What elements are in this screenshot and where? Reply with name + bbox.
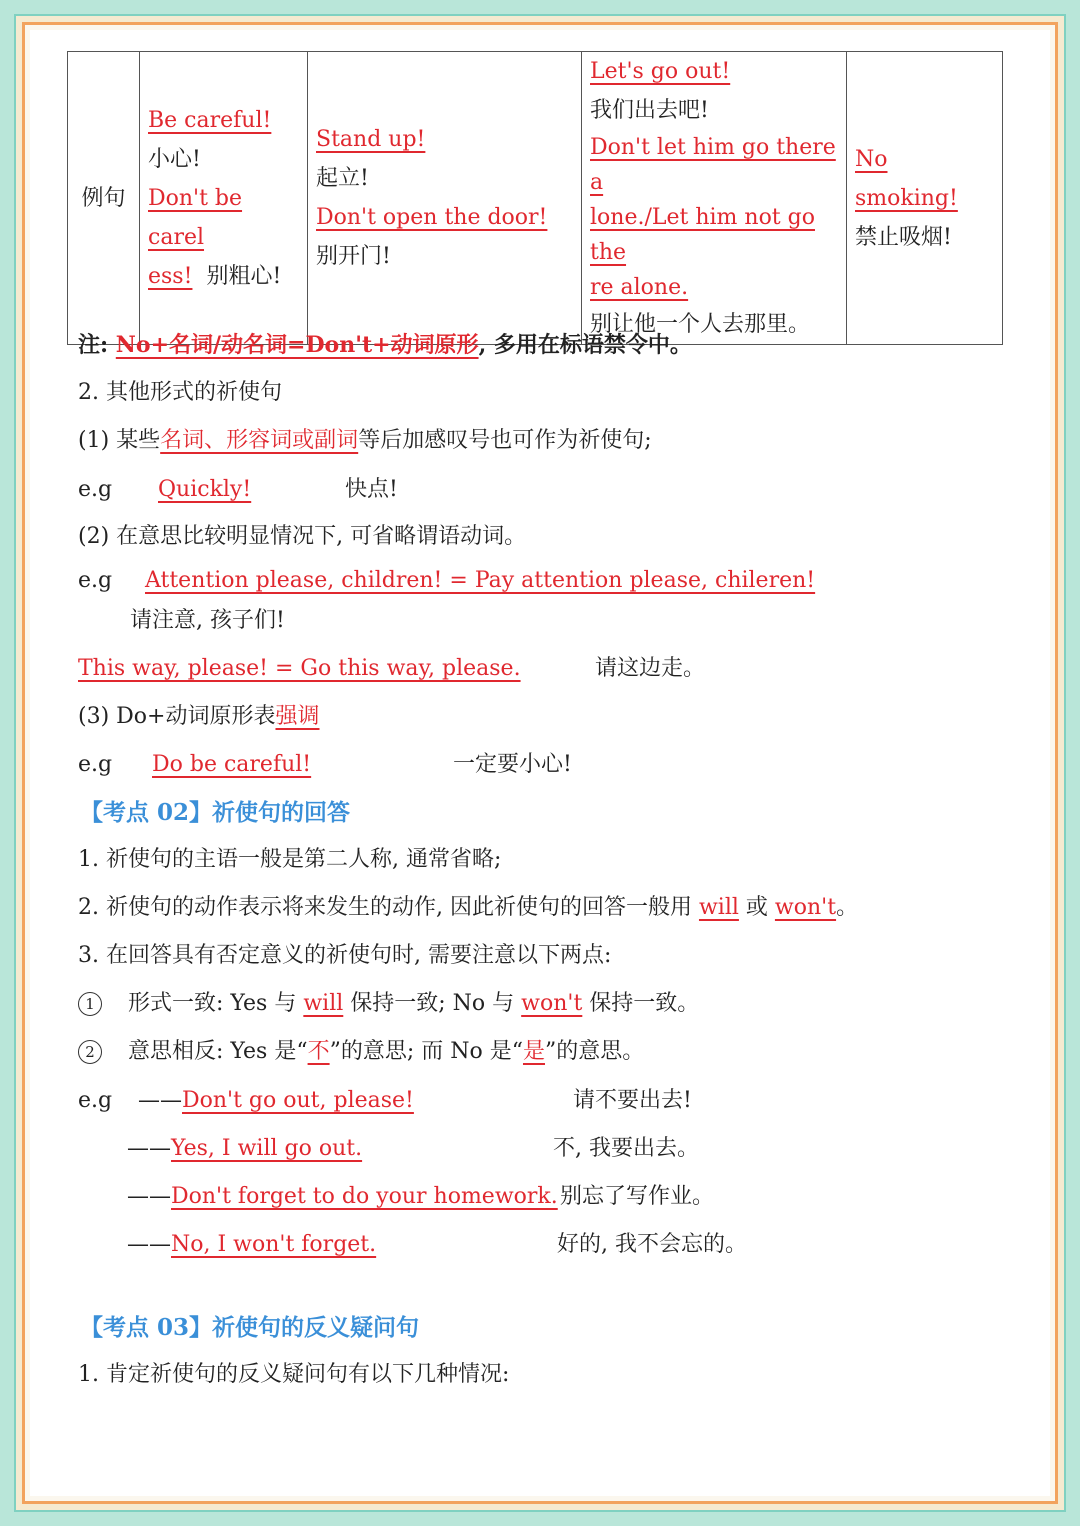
dash: —— [127,1136,171,1161]
note-line [78,330,692,360]
note-prefix: 注: [78,332,109,358]
highlight: 不 [307,1039,330,1064]
example-zh: 别忘了写作业。 [560,1184,715,1209]
example-zh: 好的, 我不会忘的。 [557,1232,747,1257]
dialogue-line [127,1134,362,1164]
paragraph: 1. 肯定祈使句的反义疑问句有以下几种情况: [78,1362,510,1387]
example-en: Let's go out! [590,59,731,84]
example-en: No smoking! [855,146,958,211]
circled-number: 1 [78,992,102,1016]
section-heading: 【考点 03】祈使句的反义疑问句 [80,1314,420,1341]
example-zh: 起立! [316,166,369,191]
table-cell [308,52,582,345]
paragraph [78,426,652,456]
example-en: Don't be carel [148,185,243,250]
paragraph: (2) 在意思比较明显情况下, 可省略谓语动词。 [78,524,527,549]
eg-label: e.g [78,1088,113,1113]
example-en: Don't let him go there a [590,135,836,195]
paragraph: 3. 在回答具有否定意义的祈使句时, 需要注意以下两点: [78,943,612,968]
highlight: 是 [522,1039,545,1064]
example-zh: 小心! [148,146,201,172]
example-en: Stand up! [316,127,426,152]
table-cell [847,52,1003,345]
circled-number: 2 [78,1040,102,1064]
example-zh: 请不要出去! [573,1088,692,1113]
dash: —— [138,1088,182,1113]
example-en: ess! [148,263,193,289]
text: 保持一致。 [582,991,700,1016]
example-zh: 快点! [345,477,398,502]
example-en: Do be careful! [152,752,312,777]
dialogue-line [127,1182,558,1212]
text: 。 [836,895,859,920]
text: 保持一致; No 与 [343,991,522,1016]
highlight: 名词、形容词或副词 [160,428,359,453]
example-en: Don't open the door! [316,205,548,230]
text: ”的意思。 [545,1039,645,1064]
text: (1) 某些 [78,428,161,453]
highlight: won't [774,895,837,920]
text: 2. 祈使句的动作表示将来发生的动作, 因此祈使句的回答一般用 [78,895,699,920]
paragraph [78,702,320,732]
example-en: re alone. [590,275,689,300]
example-zh: 不, 我要出去。 [553,1136,699,1161]
text: (3) Do+动词原形表 [78,704,276,729]
example-zh: 一定要小心! [453,752,572,777]
example-zh: 别让他一个人去那里。 [590,312,811,337]
example-zh: 别粗心! [206,263,282,289]
example-en: Be careful! [148,107,272,133]
example-zh: 禁止吸烟! [855,224,952,250]
example-en: No, I won't forget. [171,1232,377,1257]
point-line [78,989,699,1019]
table-label: 例句 [81,185,126,211]
example-zh: 请这边走。 [595,656,706,681]
document-page [30,30,1050,1496]
example-en: Attention please, children! = Pay attention please, chileren! [145,568,816,593]
dialogue-line [138,1086,414,1116]
section-heading: 【考点 02】祈使句的回答 [80,799,351,826]
text: 或 [738,895,775,920]
eg-label: e.g [78,477,113,502]
table-label-cell [68,52,140,345]
example-zh: 别开门! [316,244,391,269]
table-cell [582,52,847,345]
note-suffix: , 多用在标语禁令中。 [478,332,692,358]
highlight: will [698,895,739,920]
example-en: lone./Let him not go the [590,205,815,265]
eg-label: e.g [78,752,113,777]
example-en: Quickly! [158,477,252,502]
dash: —— [127,1184,171,1209]
paragraph: 1. 祈使句的主语一般是第二人称, 通常省略; [78,847,502,872]
section-title: 2. 其他形式的祈使句 [78,380,282,405]
table-cell [140,52,308,345]
example-zh: 请注意, 孩子们! [130,608,285,633]
text: 形式一致: Yes 与 [128,991,304,1016]
example-zh: 我们出去吧! [590,98,709,123]
text: ”的意思; 而 No 是“ [329,1039,523,1064]
highlight: 强调 [275,704,320,729]
highlight: won't [521,991,583,1016]
paragraph [78,893,858,923]
example-en: Don't go out, please! [182,1088,414,1113]
highlight: will [303,991,344,1016]
dialogue-line [127,1230,376,1260]
example-en: Yes, I will go out. [171,1136,363,1161]
note-rule: No+名词/动名词=Don't+动词原形 [115,332,479,358]
eg-label: e.g [78,568,113,593]
example-en: Don't forget to do your homework. [171,1184,558,1209]
example-en: This way, please! = Go this way, please. [78,656,521,681]
text: 等后加感叹号也可作为祈使句; [358,428,652,453]
text: 意思相反: Yes 是“ [128,1039,308,1064]
point-line [78,1037,644,1067]
example-table [67,51,1003,345]
dash: —— [127,1232,171,1257]
